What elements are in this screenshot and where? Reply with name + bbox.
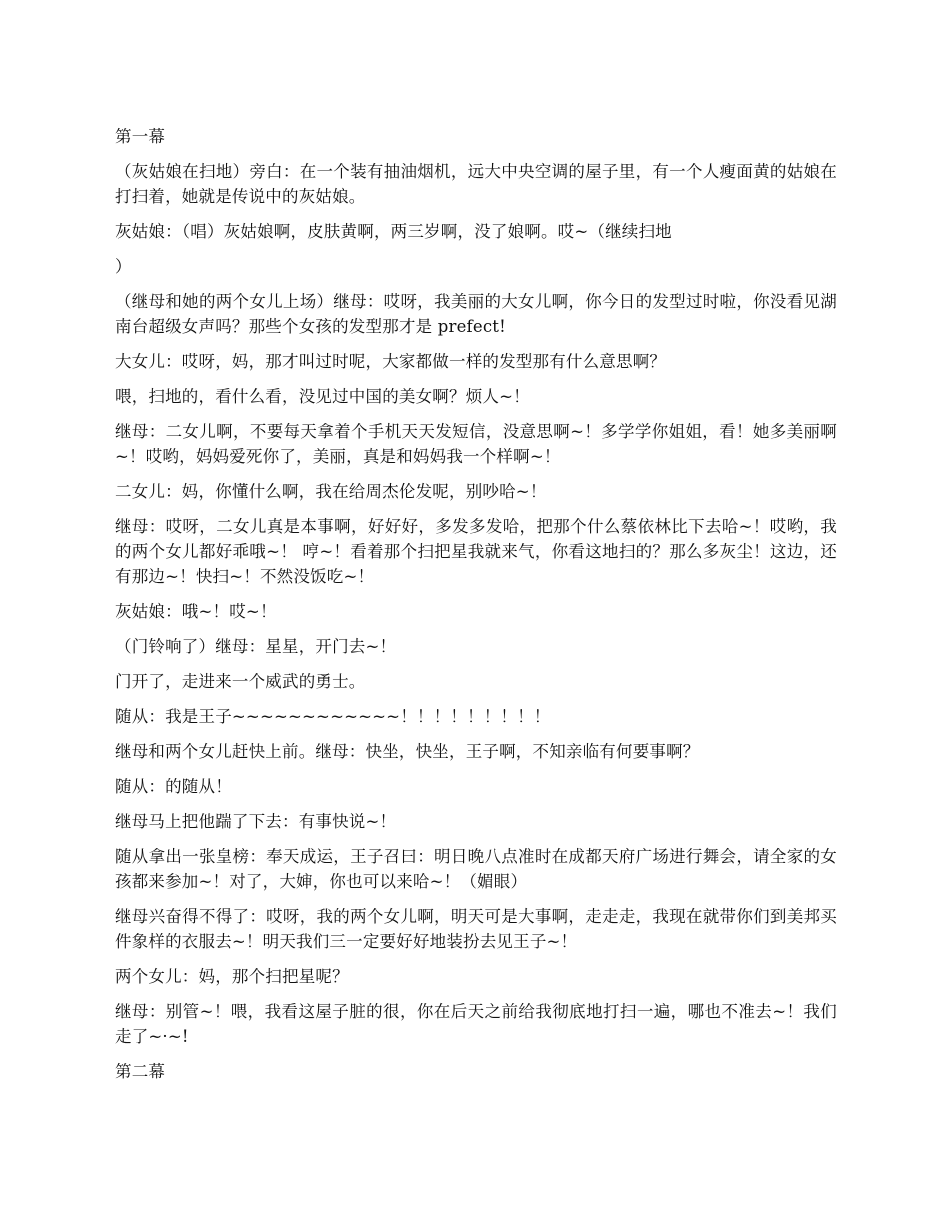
script-paragraph: （灰姑娘在扫地）旁白：在一个装有抽油烟机，远大中央空调的屋子里，有一个人瘦面黄的姑娘在打扫着，她就是传说中的灰姑娘。: [115, 162, 837, 206]
document-body: [115, 124, 837, 1094]
script-paragraph: 随从拿出一张皇榜：奉天成运，王子召曰：明日晚八点准时在成都天府广场进行舞会，请全家的女孩都来参加~！对了，大婶，你也可以来哈~！（媚眼）: [115, 847, 837, 891]
script-paragraph: 继母兴奋得不得了：哎呀，我的两个女儿啊，明天可是大事啊，走走走，我现在就带你们到美邦买件象样的衣服去~！明天我们三一定要好好地装扮去见王子~！: [115, 907, 837, 951]
script-paragraph: 继母：别管~！喂，我看这屋子脏的很，你在后天之前给我彻底地打扫一遍，哪也不准去~！我们走了~·~!: [115, 1002, 837, 1046]
script-paragraph: 随从：我是王子~~~~~~~~~~~~！！！！！！！！！: [115, 707, 551, 726]
script-paragraph: 大女儿：哎呀，妈，那才叫过时呢，大家都做一样的发型那有什么意思啊？: [115, 352, 667, 371]
script-paragraph: 继母马上把他踹了下去：有事快说~！: [115, 812, 397, 831]
script-paragraph: （继母和她的两个女儿上场）继母：哎呀，我美丽的大女儿啊，你今日的发型过时啦，你没看见湖南台超级女声吗？那些个女孩的发型那才是 prefect!: [115, 292, 837, 336]
script-paragraph: 继母：二女儿啊，不要每天拿着个手机天天发短信，没意思啊~！多学学你姐姐，看！她多美丽啊~！哎哟，妈妈爱死你了，美丽，真是和妈妈我一个样啊~！: [115, 422, 837, 466]
script-paragraph: 喂，扫地的，看什么看，没见过中国的美女啊？烦人~！: [115, 387, 530, 406]
script-paragraph: 随从：的随从！: [115, 777, 232, 796]
script-paragraph: 继母和两个女儿赶快上前。继母：快坐，快坐，王子啊，不知亲临有何要事啊？: [115, 742, 700, 761]
script-paragraph: 两个女儿：妈，那个扫把星呢？: [115, 967, 349, 986]
script-paragraph: 二女儿：妈，你懂什么啊，我在给周杰伦发呢，别吵哈~！: [115, 482, 547, 501]
script-paragraph: ）: [115, 257, 132, 276]
script-paragraph: （门铃响了）继母：星星，开门去~！: [115, 637, 397, 656]
scene-heading-act-one: 第一幕: [115, 127, 166, 146]
scene-heading-act-two: 第二幕: [115, 1062, 166, 1081]
script-paragraph: 灰姑娘：哦~！哎~！: [115, 602, 277, 621]
script-paragraph: 继母：哎呀，二女儿真是本事啊，好好好，多发多发哈，把那个什么蔡依林比下去哈~！哎哟，我的两个女儿都好乖哦~！ 哼~！看着那个扫把星我就来气，你看这地扫的？那么多灰尘！这边，还有那边~！快扫~！不然没饭吃~！: [115, 517, 837, 586]
script-paragraph: 灰姑娘：（唱）灰姑娘啊，皮肤黄啊，两三岁啊，没了娘啊。哎~（继续扫地: [115, 222, 672, 241]
script-paragraph: 门开了，走进来一个威武的勇士。: [115, 672, 366, 691]
